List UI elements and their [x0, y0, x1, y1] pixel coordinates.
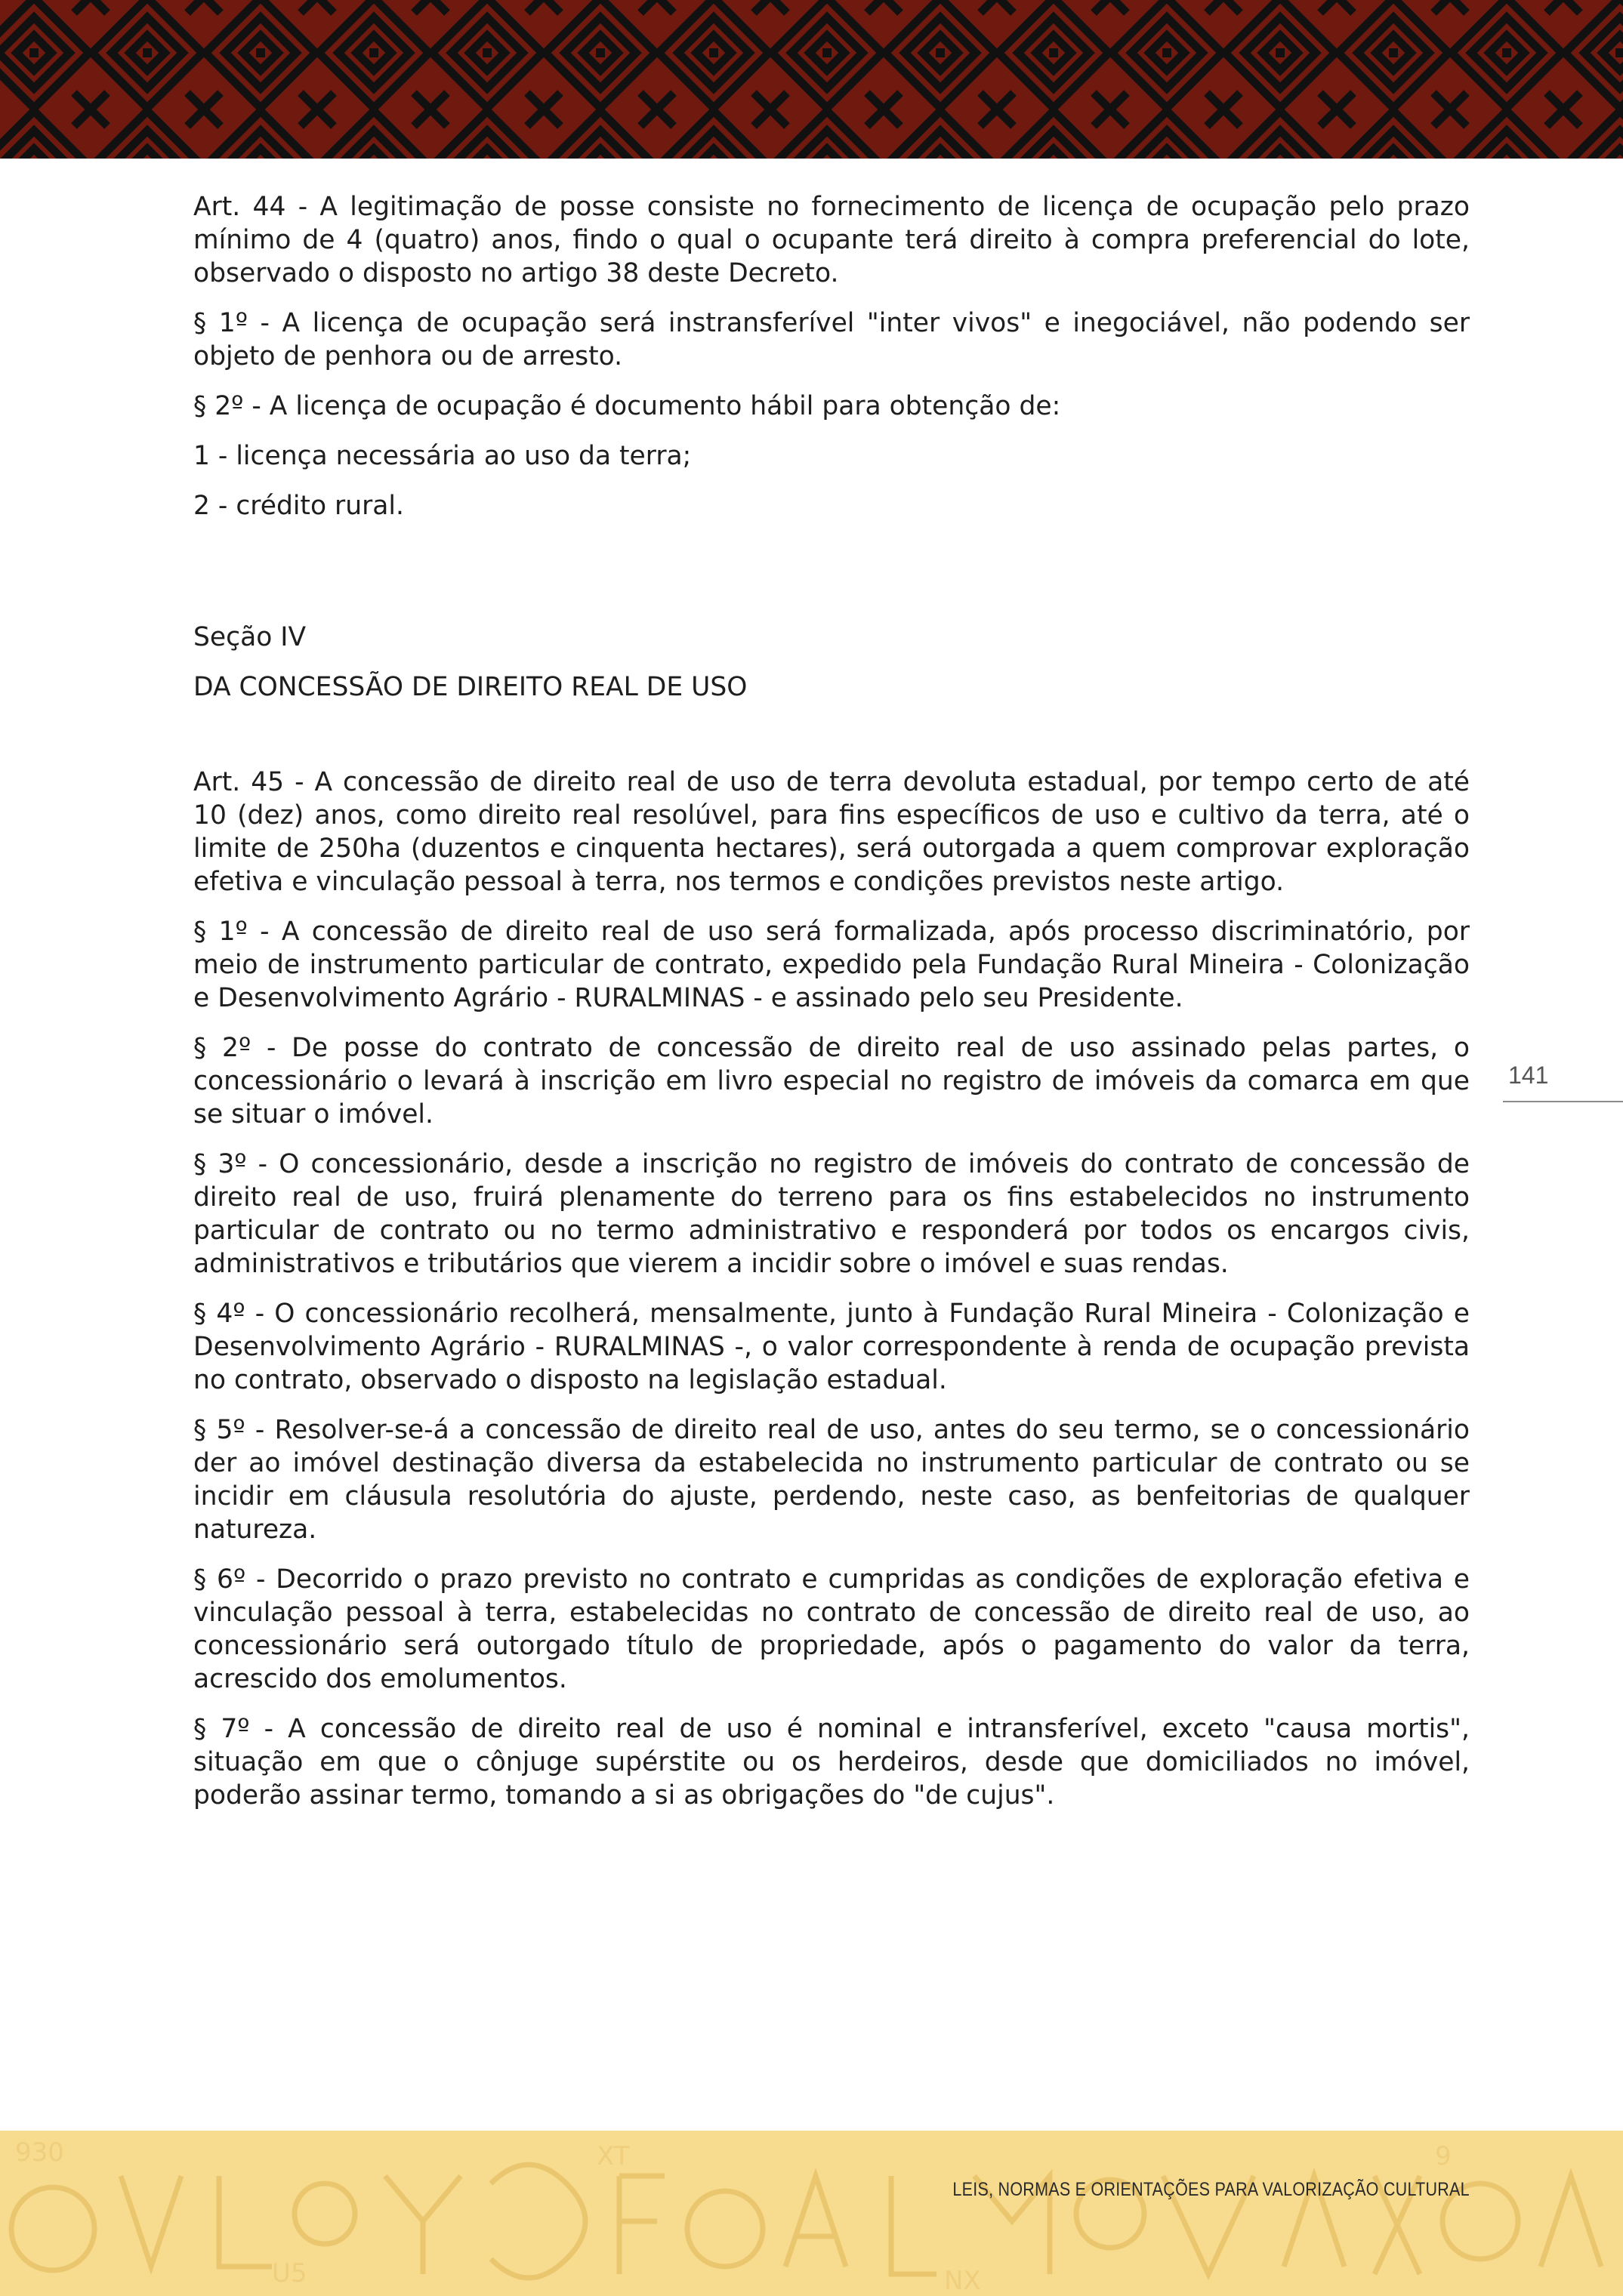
- svg-text:XT: XT: [597, 2141, 630, 2171]
- art45-paragraph-3: § 3º - O concessionário, desde a inscrição no registro de imóveis do contrato de concessão de direito real de uso, fruirá plenamente do terreno para os fins estabelecidos no instrumento particular de contrato ou no termo administrativo e responderá por todos os encargos civis, administrativos e tributários que vierem a incidir sobre o imóvel e suas rendas.: [193, 1149, 1470, 1279]
- document-body: [193, 190, 1470, 1829]
- svg-text:NX: NX: [944, 2266, 981, 2296]
- art44-paragraph-1: § 1º - A licença de ocupação será instransferível "inter vivos" e inegociável, não podendo ser objeto de penhora ou de arresto.: [193, 308, 1470, 371]
- art45-paragraph-7: § 7º - A concessão de direito real de uso é nominal e intransferível, exceto "causa mortis", situação em que o cônjuge supérstite ou os herdeiros, desde que domiciliados no imóvel, poderão assinar termo, tomando a si as obrigações do "de cujus".: [193, 1714, 1470, 1811]
- header-pattern-band: [0, 0, 1623, 159]
- art44-caput: Art. 44 - A legitimação de posse consiste no fornecimento de licença de ocupação pelo prazo mínimo de 4 (quatro) anos, findo o qual o ocupante terá direito à compra preferencial do lote, observado o disposto no artigo 38 deste Decreto.: [193, 192, 1470, 288]
- footer-glyph-pattern: [0, 2131, 1623, 2296]
- art45-paragraph-2: § 2º - De posse do contrato de concessão de direito real de uso assinado pelas partes, o concessionário o levará à inscrição em livro especial no registro de imóveis da comarca em que se situar o imóvel.: [193, 1033, 1470, 1130]
- art45-paragraph-4: § 4º - O concessionário recolherá, mensalmente, junto à Fundação Rural Mineira - Colonização e Desenvolvimento Agrário - RURALMINAS -, o valor correspondente à renda de ocupação prevista no contrato, observado o disposto na legislação estadual.: [193, 1299, 1470, 1395]
- footer-title: LEIS, NORMAS E ORIENTAÇÕES PARA VALORIZAÇÃO CULTURAL: [952, 2179, 1470, 2200]
- art45-paragraph-6: § 6º - Decorrido o prazo previsto no contrato e cumpridas as condições de exploração efetiva e vinculação pessoal à terra, estabelecidas no contrato de concessão de direito real de uso, ao concessionário será outorgado título de propriedade, após o pagamento do valor da terra, acrescido dos emolumentos.: [193, 1564, 1470, 1694]
- art45-paragraph-5: § 5º - Resolver-se-á a concessão de direito real de uso, antes do seu termo, se o concessionário der ao imóvel destinação diversa da estabelecida no instrumento particular de contrato ou se incidir em cláusula resolutória do ajuste, perdendo, neste caso, as benfeitorias de qualquer natureza.: [193, 1415, 1470, 1545]
- footer-band: [0, 2131, 1623, 2296]
- section-title: DA CONCESSÃO DE DIREITO REAL DE USO: [193, 672, 748, 702]
- art45-caput: Art. 45 - A concessão de direito real de uso de terra devoluta estadual, por tempo certo de até 10 (dez) anos, como direito real resolúvel, para fins específicos de uso e cultivo da terra, até o limite de 250ha (duzentos e cinquenta hectares), será outorgada a quem comprovar exploração efetiva e vinculação pessoal à terra, nos termos e condições previstos neste artigo.: [193, 767, 1470, 897]
- art44-paragraph-2: § 2º - A licença de ocupação é documento hábil para obtenção de:: [193, 391, 1061, 421]
- svg-text:U5: U5: [272, 2258, 307, 2288]
- section-number: Seção IV: [193, 622, 307, 652]
- art45-paragraph-1: § 1º - A concessão de direito real de uso será formalizada, após processo discriminatório, por meio de instrumento particular de contrato, expedido pela Fundação Rural Mineira - Colonização e Desenvolvimento Agrário - RURALMINAS - e assinado pelo seu Presidente.: [193, 917, 1470, 1013]
- art44-item-2: 2 - crédito rural.: [193, 491, 404, 521]
- art44-item-1: 1 - licença necessária ao uso da terra;: [193, 441, 692, 471]
- page-number: 141: [1508, 1062, 1549, 1089]
- diamond-pattern-graphic: [0, 0, 1623, 159]
- svg-text:930: 930: [15, 2137, 64, 2168]
- svg-text:9: 9: [1435, 2141, 1452, 2171]
- page-number-rule: [1503, 1101, 1623, 1102]
